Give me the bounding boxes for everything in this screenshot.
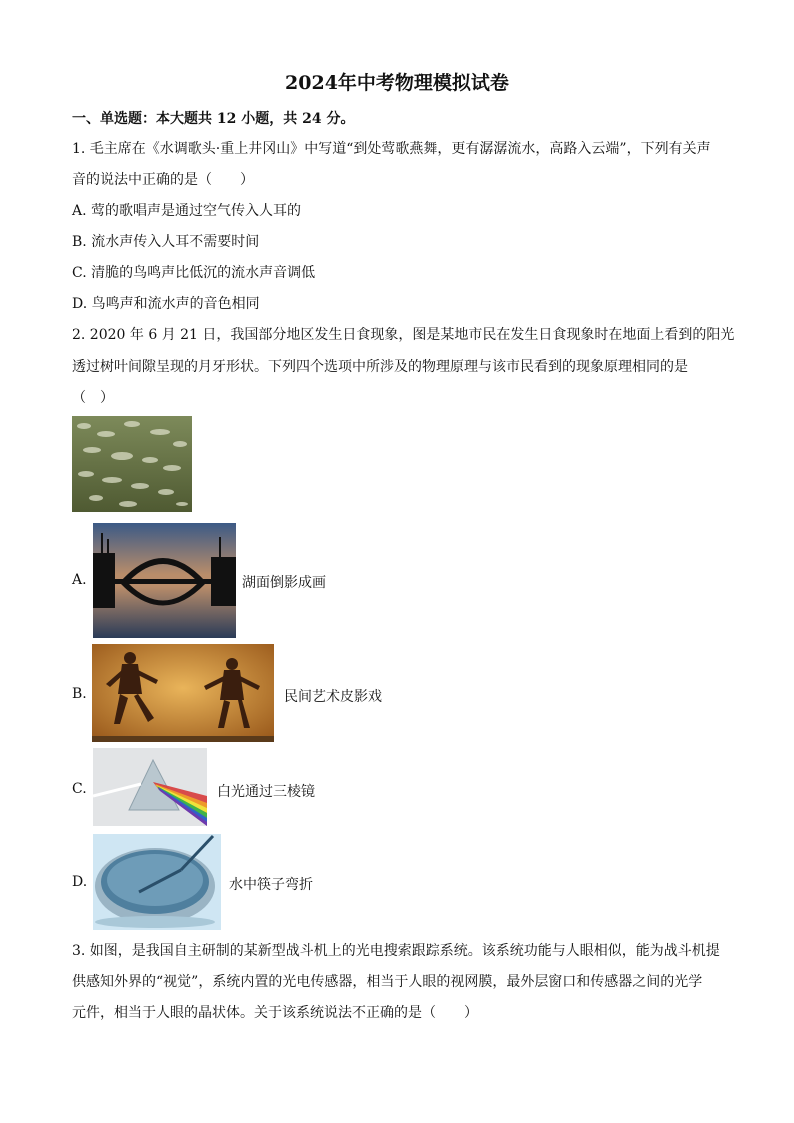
question-1-option-a: A. 莺的歌唱声是通过空气传入人耳的 <box>72 203 302 219</box>
question-2-option-d-letter: D. <box>72 874 88 890</box>
section-heading: 一、单选题：本大题共 12 小题，共 24 分。 <box>72 111 355 127</box>
question-2-option-c-caption: 白光通过三棱镜 <box>217 784 315 800</box>
question-1-option-d: D. 鸟鸣声和流水声的音色相同 <box>72 296 260 312</box>
question-1-line-2: 音的说法中正确的是（ ） <box>72 172 254 188</box>
bent-chopstick-photo <box>93 834 221 930</box>
question-3-line-2: 供感知外界的“视觉”，系统内置的光电传感器，相当于人眼的视网膜，最外层窗口和传感器之间的光学 <box>72 974 703 990</box>
sunlight-crescent-photo <box>72 416 192 512</box>
question-1-option-b: B. 流水声传入人耳不需要时间 <box>72 234 260 250</box>
question-3-line-1: 3. 如图，是我国自主研制的某新型战斗机上的光电搜索跟踪系统。该系统功能与人眼相似，能为战斗机提 <box>72 943 720 959</box>
question-2-option-a-caption: 湖面倒影成画 <box>242 575 326 591</box>
question-2-option-c-letter: C. <box>72 781 87 797</box>
shadow-puppet-photo <box>92 644 274 742</box>
prism-photo <box>93 748 207 826</box>
question-2-line-1: 2. 2020 年 6 月 21 日，我国部分地区发生日食现象，图是某地市民在发生日食现象时在地面上看到的阳光 <box>72 327 735 343</box>
question-2-option-b-caption: 民间艺术皮影戏 <box>284 689 382 705</box>
question-2-line-3: （ ） <box>72 390 114 406</box>
question-2-option-b-letter: B. <box>72 686 87 702</box>
bridge-reflection-photo <box>93 523 236 638</box>
question-2-line-2: 透过树叶间隙呈现的月牙形状。下列四个选项中所涉及的物理原理与该市民看到的现象原理相同的是 <box>72 359 688 375</box>
question-3-line-3: 元件，相当于人眼的晶状体。关于该系统说法不正确的是（ ） <box>72 1005 478 1021</box>
question-1-option-c: C. 清脆的鸟鸣声比低沉的流水声音调低 <box>72 265 316 281</box>
question-1-line-1: 1. 毛主席在《水调歌头·重上井冈山》中写道“到处莺歌燕舞，更有潺潺流水，高路入云端”，下列有关声 <box>72 141 711 157</box>
question-2-option-d-caption: 水中筷子弯折 <box>229 877 313 893</box>
page-title: 2024年中考物理模拟试卷 <box>285 72 509 94</box>
question-2-option-a-letter: A. <box>72 572 87 588</box>
